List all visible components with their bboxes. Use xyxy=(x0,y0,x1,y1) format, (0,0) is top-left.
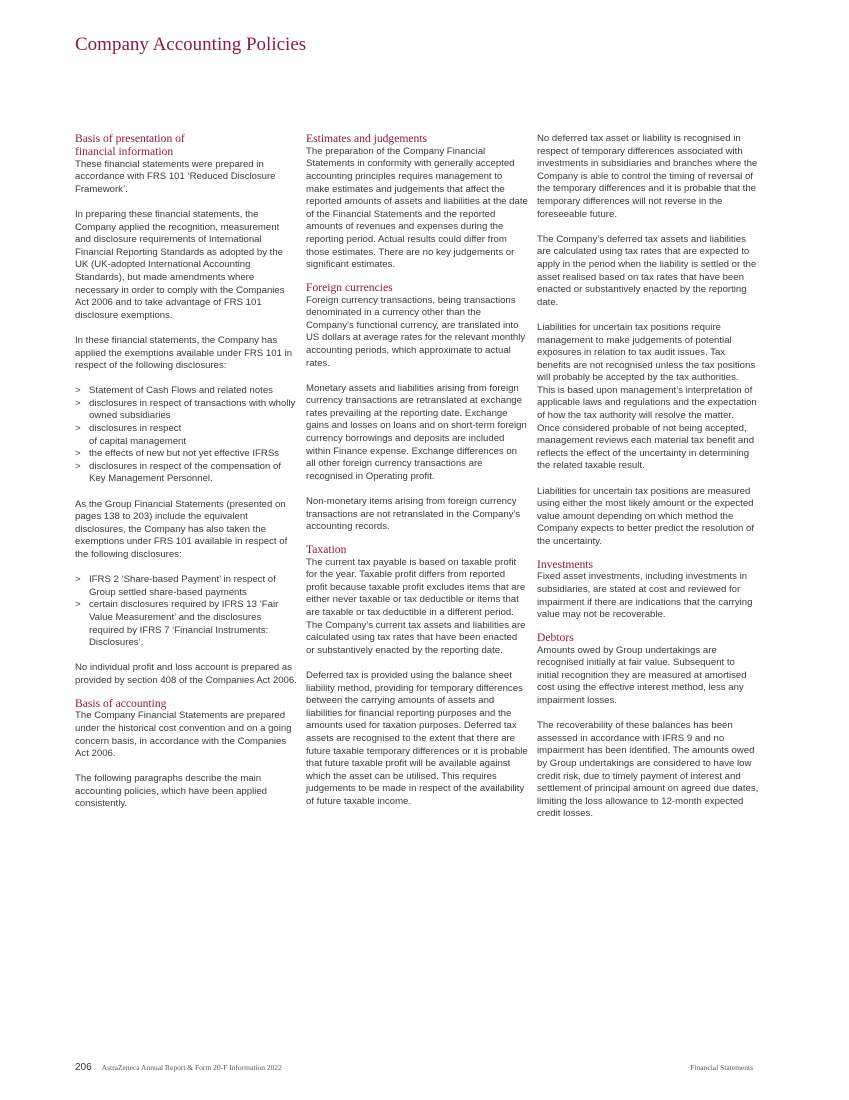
paragraph: Monetary assets and liabilities arising from foreign currency transactions are retranslated at exchange rates prevailing at the reporting date. Exchange gains and losses on loans and on short-term foreign currency borrowings and deposits are included within Finance expense. Exchange differences on all other foreign currency transactions are recognised in Operating profit. xyxy=(306,382,527,482)
section-estimates-and-judgements xyxy=(306,133,528,272)
section-heading: Basis of presentation of financial information xyxy=(75,132,185,158)
footer-section-name: Financial Statements xyxy=(690,1063,753,1072)
paragraph: Foreign currency transactions, being transactions denominated in a currency other than the Company’s functional currency, are translated into US dollars at average rates for the relevant monthly accounting periods, which approximate to actual rates. xyxy=(306,294,526,369)
section-basis-of-presentation xyxy=(75,133,297,688)
page-number: 206 xyxy=(75,1062,92,1073)
section-heading: Debtors xyxy=(537,630,574,644)
section-debtors xyxy=(537,632,759,821)
paragraph: In these financial statements, the Company has applied the exemptions available under FRS 101 in respect of the following disclosures: xyxy=(75,334,293,372)
paragraph: No deferred tax asset or liability is recognised in respect of temporary differences associated with investments in subsidiaries and branches where the Company is able to control the timing of reversal of the temporary differences and it is probable that the temporary differences will not reverse in the foreseeable future. xyxy=(537,133,758,220)
section-investments xyxy=(537,559,759,622)
list-item: > disclosures in respect of transactions with wholly owned subsidiaries xyxy=(75,398,297,423)
paragraph: Non-monetary items arising from foreign currency transactions are not retranslated in the Company’s accounting records. xyxy=(306,496,521,533)
column-2 xyxy=(306,133,528,818)
list-item: > the effects of new but not yet effective IFRSs xyxy=(75,448,297,461)
paragraph: The recoverability of these balances has been assessed in accordance with IFRS 9 and no impairment has been identified. The amounts owed by Group undertakings are considered to have low credit risk, due to timely payment of interest and settlement of principal amount on agreed due dates, limiting the loss allowance to 12-month expected credit losses. xyxy=(537,720,759,820)
report-name: AstraZeneca Annual Report & Form 20-F Information 2022 xyxy=(101,1063,282,1072)
paragraph: Amounts owed by Group undertakings are recognised initially at fair value. Subsequent to initial recognition they are measured at amortised cost using the effective interest method, less any impairment losses. xyxy=(537,644,747,706)
paragraph: Liabilities for uncertain tax positions are measured using either the most likely amount or the expected value amount depending on which method the Company expects to better predict the resolution of the uncertainty. xyxy=(537,485,755,547)
section-basis-of-accounting xyxy=(75,698,297,812)
section-heading: Investments xyxy=(537,557,594,571)
section-taxation xyxy=(306,544,528,809)
paragraph: Deferred tax is provided using the balance sheet liability method, providing for temporary differences between the carrying amounts of assets and liabilities for financial reporting purposes and the amounts used for taxation purposes. Deferred tax assets are recognised to the extent that there are future taxable temporary differences or it is probable that future taxable profit will be available against which the asset can be utilised. This requires judgements to be made in respect of the availability of future taxable income. xyxy=(306,669,528,807)
paragraph: The current tax payable is based on taxable profit for the year. Taxable profit differs from reported profit because taxable profit excludes items that are either never taxable or tax deductible or items that are taxable or tax deductible in a different period. The Company’s current tax assets and liabilities are calculated using tax rates that have been enacted or substantively enacted by the reporting date. xyxy=(306,556,526,656)
section-heading: Taxation xyxy=(306,542,347,556)
paragraph: These financial statements were prepared in accordance with FRS 101 ‘Reduced Disclosure Framework’. xyxy=(75,158,276,195)
page-title: Company Accounting Policies xyxy=(75,34,307,55)
paragraph: The following paragraphs describe the main accounting policies, which have been applied consistently. xyxy=(75,773,268,810)
section-heading: Basis of accounting xyxy=(75,696,167,710)
paragraph: The Company Financial Statements are prepared under the historical cost convention and on a going concern basis, in accordance with the Companies Act 2006. xyxy=(75,710,292,760)
list-item: > disclosures in respect of the compensation of Key Management Personnel. xyxy=(75,461,297,486)
exemptions-list xyxy=(75,385,297,486)
section-foreign-currencies xyxy=(306,282,528,534)
paragraph: Liabilities for uncertain tax positions require management to make judgements of potential exposures in relation to tax audit issues. Tax benefits are not recognised unless the tax positions will probably be accepted by the tax authorities. This is based upon management’s interpretation of applicable laws and regulations and the expectation of how the tax authority will resolve the matter. Once considered probable of not being accepted, management reviews each material tax benefit and reflects the effect of the uncertainty in determining the related taxable result. xyxy=(537,321,757,472)
list-item: > certain disclosures required by IFRS 13 ‘Fair Value Measurement’ and the disclosures required by IFRS 7 ‘Financial Instruments: Disclosures’. xyxy=(75,599,297,649)
list-item: > disclosures in respect of capital management xyxy=(75,423,297,448)
paragraph: The preparation of the Company Financial Statements in conformity with generally accepted accounting principles requires management to make estimates and judgements that affect the reported amounts of assets and liabilities at the date of the Financial Statements and the reported amounts of revenues and expenses during the reporting period. Actual results could differ from those estimates. There are no key judgements or significant estimates. xyxy=(306,145,528,271)
column-1 xyxy=(75,133,297,821)
paragraph: In preparing these financial statements, the Company applied the recognition, measurement and disclosure requirements of International Financial Reporting Standards as adopted by the UK (UK-adopted International Accounting Standards), but made amendments where necessary in order to comply with the Companies Act 2006 and to take advantage of FRS 101 disclosure exemptions. xyxy=(75,208,285,321)
section-heading: Foreign currencies xyxy=(306,280,393,294)
column-3 xyxy=(537,133,759,831)
section-taxation-continued xyxy=(537,133,759,549)
paragraph: The Company’s deferred tax assets and liabilities are calculated using tax rates that are expected to apply in the period when the liability is settled or the asset realised based on tax rates that have been enacted or substantively enacted by the reporting date. xyxy=(537,233,757,308)
page-footer xyxy=(75,1062,753,1073)
list-item: > Statement of Cash Flows and related notes xyxy=(75,385,297,398)
paragraph: As the Group Financial Statements (presented on pages 138 to 203) include the equivalent disclosures, the Company has also taken the exemptions under FRS 101 available in respect of the following disclosures: xyxy=(75,498,288,560)
section-heading: Estimates and judgements xyxy=(306,132,428,145)
paragraph: Fixed asset investments, including investments in subsidiaries, are stated at cost and reviewed for impairment if there are indications that the carrying value may not be recoverable. xyxy=(537,571,753,621)
additional-exemptions-list xyxy=(75,574,297,650)
list-item: > IFRS 2 ‘Share-based Payment’ in respect of Group settled share-based payments xyxy=(75,574,297,599)
paragraph: No individual profit and loss account is prepared as provided by section 408 of the Companies Act 2006. xyxy=(75,662,297,686)
